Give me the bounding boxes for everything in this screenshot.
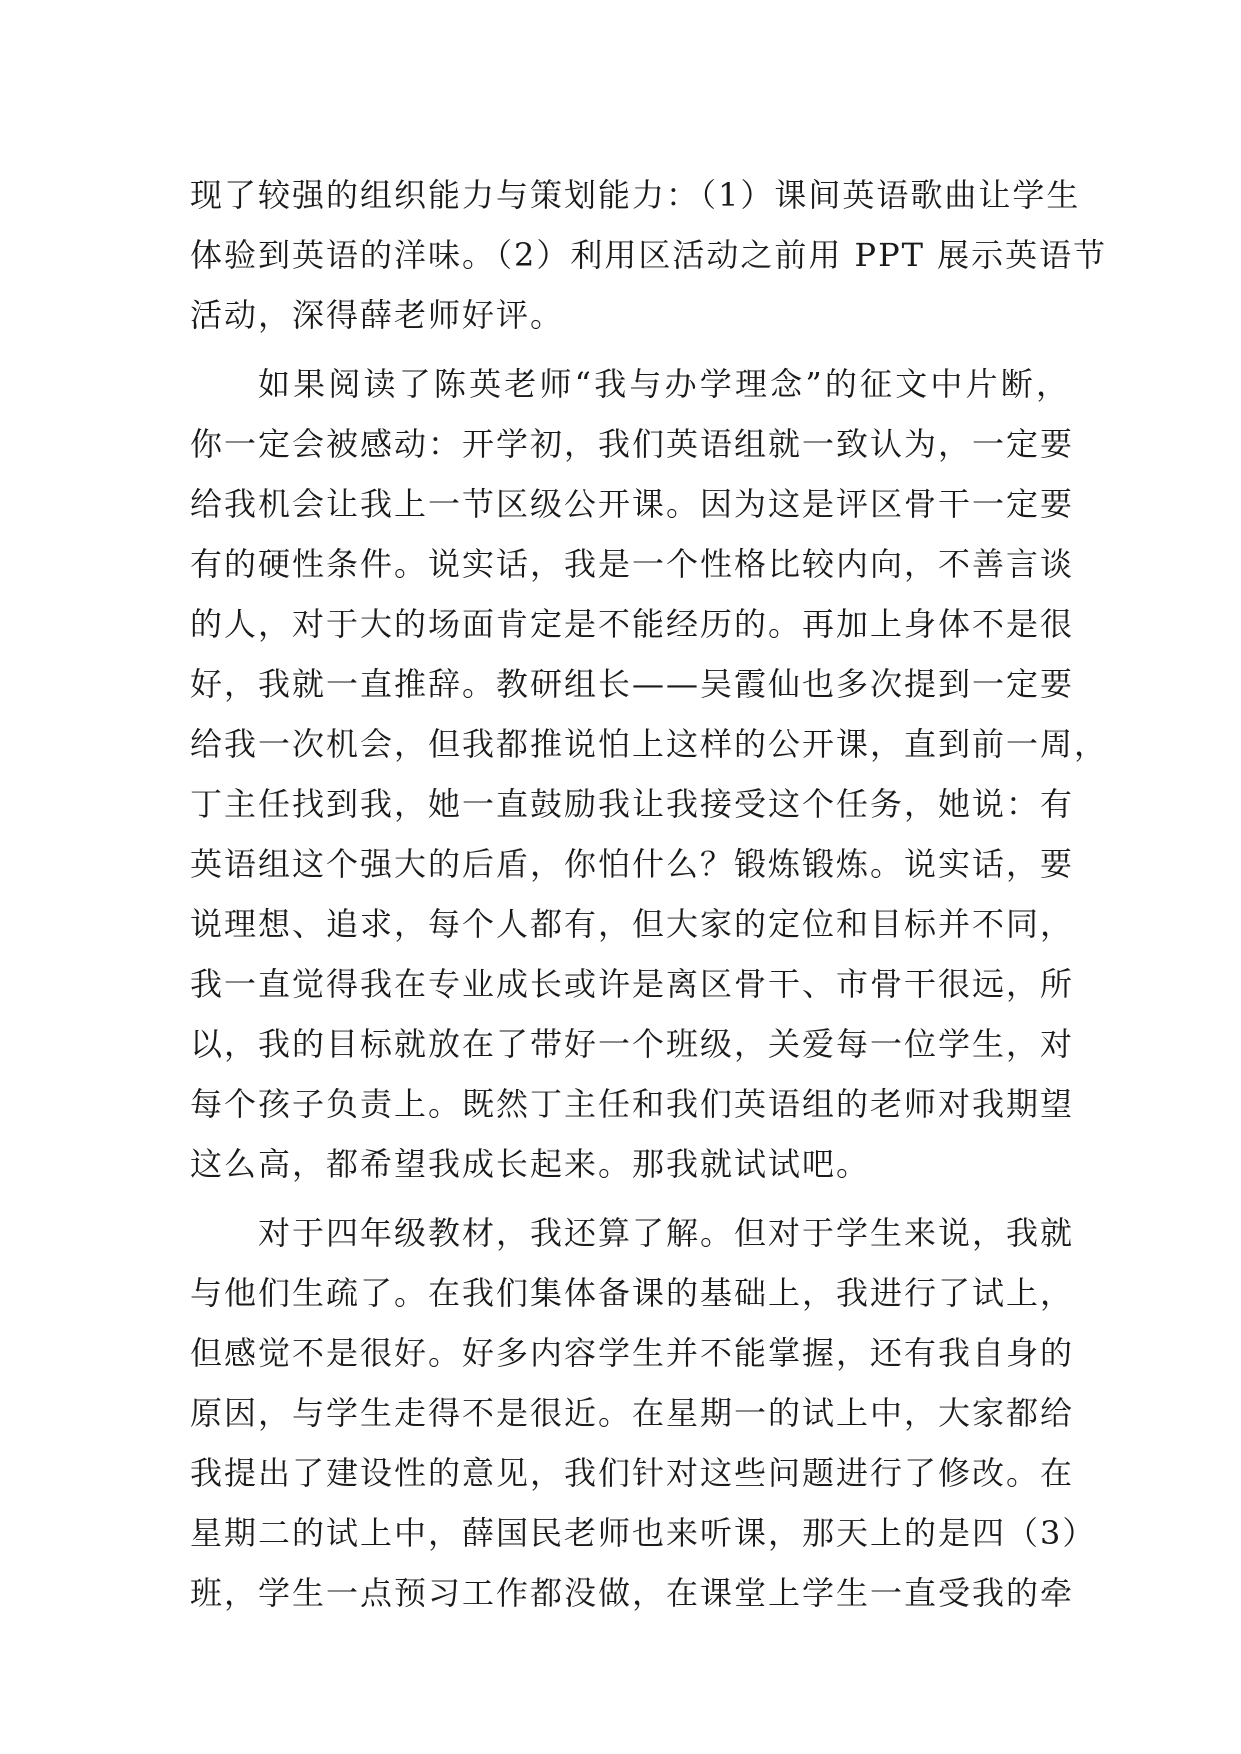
text-line: 你一定会被感动：开学初，我们英语组就一致认为，一定要 xyxy=(190,425,1075,463)
text-line: 好，我就一直推辞。教研组长——吴霞仙也多次提到一定要 xyxy=(190,665,1075,703)
paragraph-3 xyxy=(190,1203,1097,1623)
text-line: 这么高，都希望我成长起来。那我就试试吧。 xyxy=(190,1145,871,1183)
text-line: 与他们生疏了。在我们集体备课的基础上，我进行了试上， xyxy=(190,1274,1075,1312)
text-line: 如果阅读了陈英老师“我与办学理念”的征文中片断， xyxy=(258,365,1070,403)
text-line: 每个孩子负责上。既然丁主任和我们英语组的老师对我期望 xyxy=(190,1085,1075,1123)
text-line: 说理想、追求，每个人都有，但大家的定位和目标并不同， xyxy=(190,905,1075,943)
text-line: 的人，对于大的场面肯定是不能经历的。再加上身体不是很 xyxy=(190,605,1075,643)
text-line: 活动，深得薛老师好评。 xyxy=(190,296,565,334)
text-line: 班，学生一点预习工作都没做，在课堂上学生一直受我的牵 xyxy=(190,1574,1075,1612)
text-line: 有的硬性条件。说实话，我是一个性格比较内向，不善言谈 xyxy=(190,545,1075,583)
text-line: 丁主任找到我，她一直鼓励我让我接受这个任务，她说：有 xyxy=(190,785,1075,823)
text-line: 现了较强的组织能力与策划能力：（1）课间英语歌曲让学生 xyxy=(190,176,1081,214)
paragraph-2 xyxy=(190,354,1109,1194)
text-line: 对于四年级教材，我还算了解。但对于学生来说，我就 xyxy=(258,1214,1075,1252)
text-line: 给我机会让我上一节区级公开课。因为这是评区骨干一定要 xyxy=(190,485,1075,523)
text-line: 我提出了建设性的意见，我们针对这些问题进行了修改。在 xyxy=(190,1454,1075,1492)
text-line: 英语组这个强大的后盾，你怕什么？锻炼锻炼。说实话，要 xyxy=(190,845,1075,883)
text-line: 原因，与学生走得不是很近。在星期一的试上中，大家都给 xyxy=(190,1394,1075,1432)
paragraph-1 xyxy=(190,165,1108,345)
text-line: 但感觉不是很好。好多内容学生并不能掌握，还有我自身的 xyxy=(190,1334,1075,1372)
body-text xyxy=(190,165,1109,1623)
text-line: 以，我的目标就放在了带好一个班级，关爱每一位学生，对 xyxy=(190,1025,1075,1063)
text-line: 给我一次机会，但我都推说怕上这样的公开课，直到前一周， xyxy=(190,725,1109,763)
text-line: 我一直觉得我在专业成长或许是离区骨干、市骨干很远，所 xyxy=(190,965,1075,1003)
text-line: 体验到英语的洋味。（2）利用区活动之前用 PPT 展示英语节 xyxy=(190,236,1108,274)
text-line: 星期二的试上中，薛国民老师也来听课，那天上的是四（3） xyxy=(190,1514,1097,1552)
